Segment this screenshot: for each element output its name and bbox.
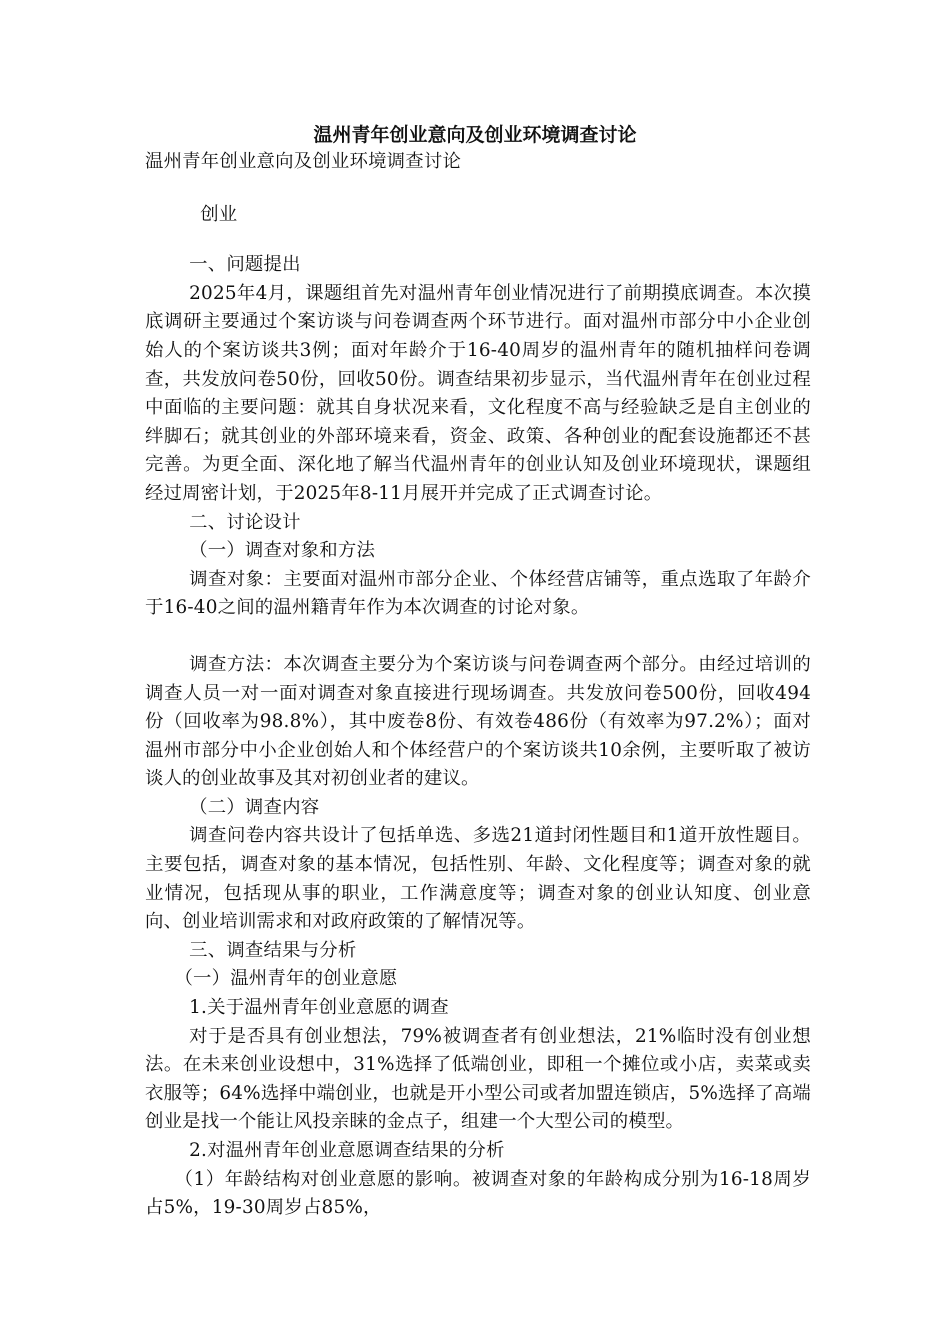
body-paragraph: 对于是否具有创业想法，79%被调查者有创业想法，21%临时没有创业想法。在未来创业设想中，31%选择了低端创业，即租一个摊位或小店，卖菜或卖衣服等；64%选择中端创业，也就是开小型公司或者加盟连锁店，5%选择了高端创业是找一个能让风投亲睐的金点子，组建一个大型公司的模型。 xyxy=(145,1025,811,1133)
body-paragraph: 调查方法：本次调查主要分为个案访谈与问卷调查两个部分。由经过培训的调查人员一对一面对调查对象直接进行现场调查。共发放问卷500份，回收494份（回收率为98.8%），其中废卷8份、有效卷486份（有效率为97.2%）；面对温州市部分中小企业创始人和个体经营户的个案访谈共10余例，主要听取了被访谈人的创业故事及其对初创业者的建议。 xyxy=(145,653,811,790)
section-heading: 三、调查结果与分析 xyxy=(189,939,357,961)
section-heading: 一、问题提出 xyxy=(189,254,301,276)
section-heading: 二、讨论设计 xyxy=(189,511,301,533)
subsection-heading: （二）调查内容 xyxy=(189,796,320,818)
subsection-heading: 1.关于温州青年创业意愿的调查 xyxy=(189,997,449,1019)
keyword-line: 创业 xyxy=(200,203,238,225)
subsection-heading: （一）调查对象和方法 xyxy=(189,540,376,562)
subsection-heading: 2.对温州青年创业意愿调查结果的分析 xyxy=(189,1140,505,1161)
document-body xyxy=(145,148,811,1223)
subsection-heading: （一）温州青年的创业意愿 xyxy=(174,968,398,990)
body-paragraph: 调查对象：主要面对温州市部分企业、个体经营店铺等，重点选取了年龄介于16-40之间的温州籍青年作为本次调查的讨论对象。 xyxy=(145,568,811,619)
document-title: 温州青年创业意向及创业环境调查讨论 xyxy=(313,124,637,146)
document-subtitle: 温州青年创业意向及创业环境调查讨论 xyxy=(145,151,462,172)
body-paragraph: （1）年龄结构对创业意愿的影响。被调查对象的年龄构成分别为16-18周岁占5%，19-30周岁占85%， xyxy=(145,1168,811,1219)
body-paragraph: 2025年4月，课题组首先对温州青年创业情况进行了前期摸底调查。本次摸底调研主要通过个案访谈与问卷调查两个环节进行。面对温州市部分中小企业创始人的个案访谈共3例；面对年龄介于16-40周岁的温州青年的随机抽样问卷调查，共发放问卷50份，回收50份。调查结果初步显示，当代温州青年在创业过程中面临的主要问题：就其自身状况来看，文化程度不高与经验缺乏是自主创业的绊脚石；就其创业的外部环境来看，资金、政策、各种创业的配套设施都还不甚完善。为更全面、深化地了解当代温州青年的创业认知及创业环境现状，课题组经过周密计划，于2025年8-11月展开并完成了正式调查讨论。 xyxy=(145,282,811,504)
body-paragraph: 调查问卷内容共设计了包括单选、多选21道封闭性题目和1道开放性题目。主要包括，调查对象的基本情况，包括性别、年龄、文化程度等；调查对象的就业情况，包括现从事的职业，工作满意度等；调查对象的创业认知度、创业意向、创业培训需求和对政府政策的了解情况等。 xyxy=(145,825,811,933)
